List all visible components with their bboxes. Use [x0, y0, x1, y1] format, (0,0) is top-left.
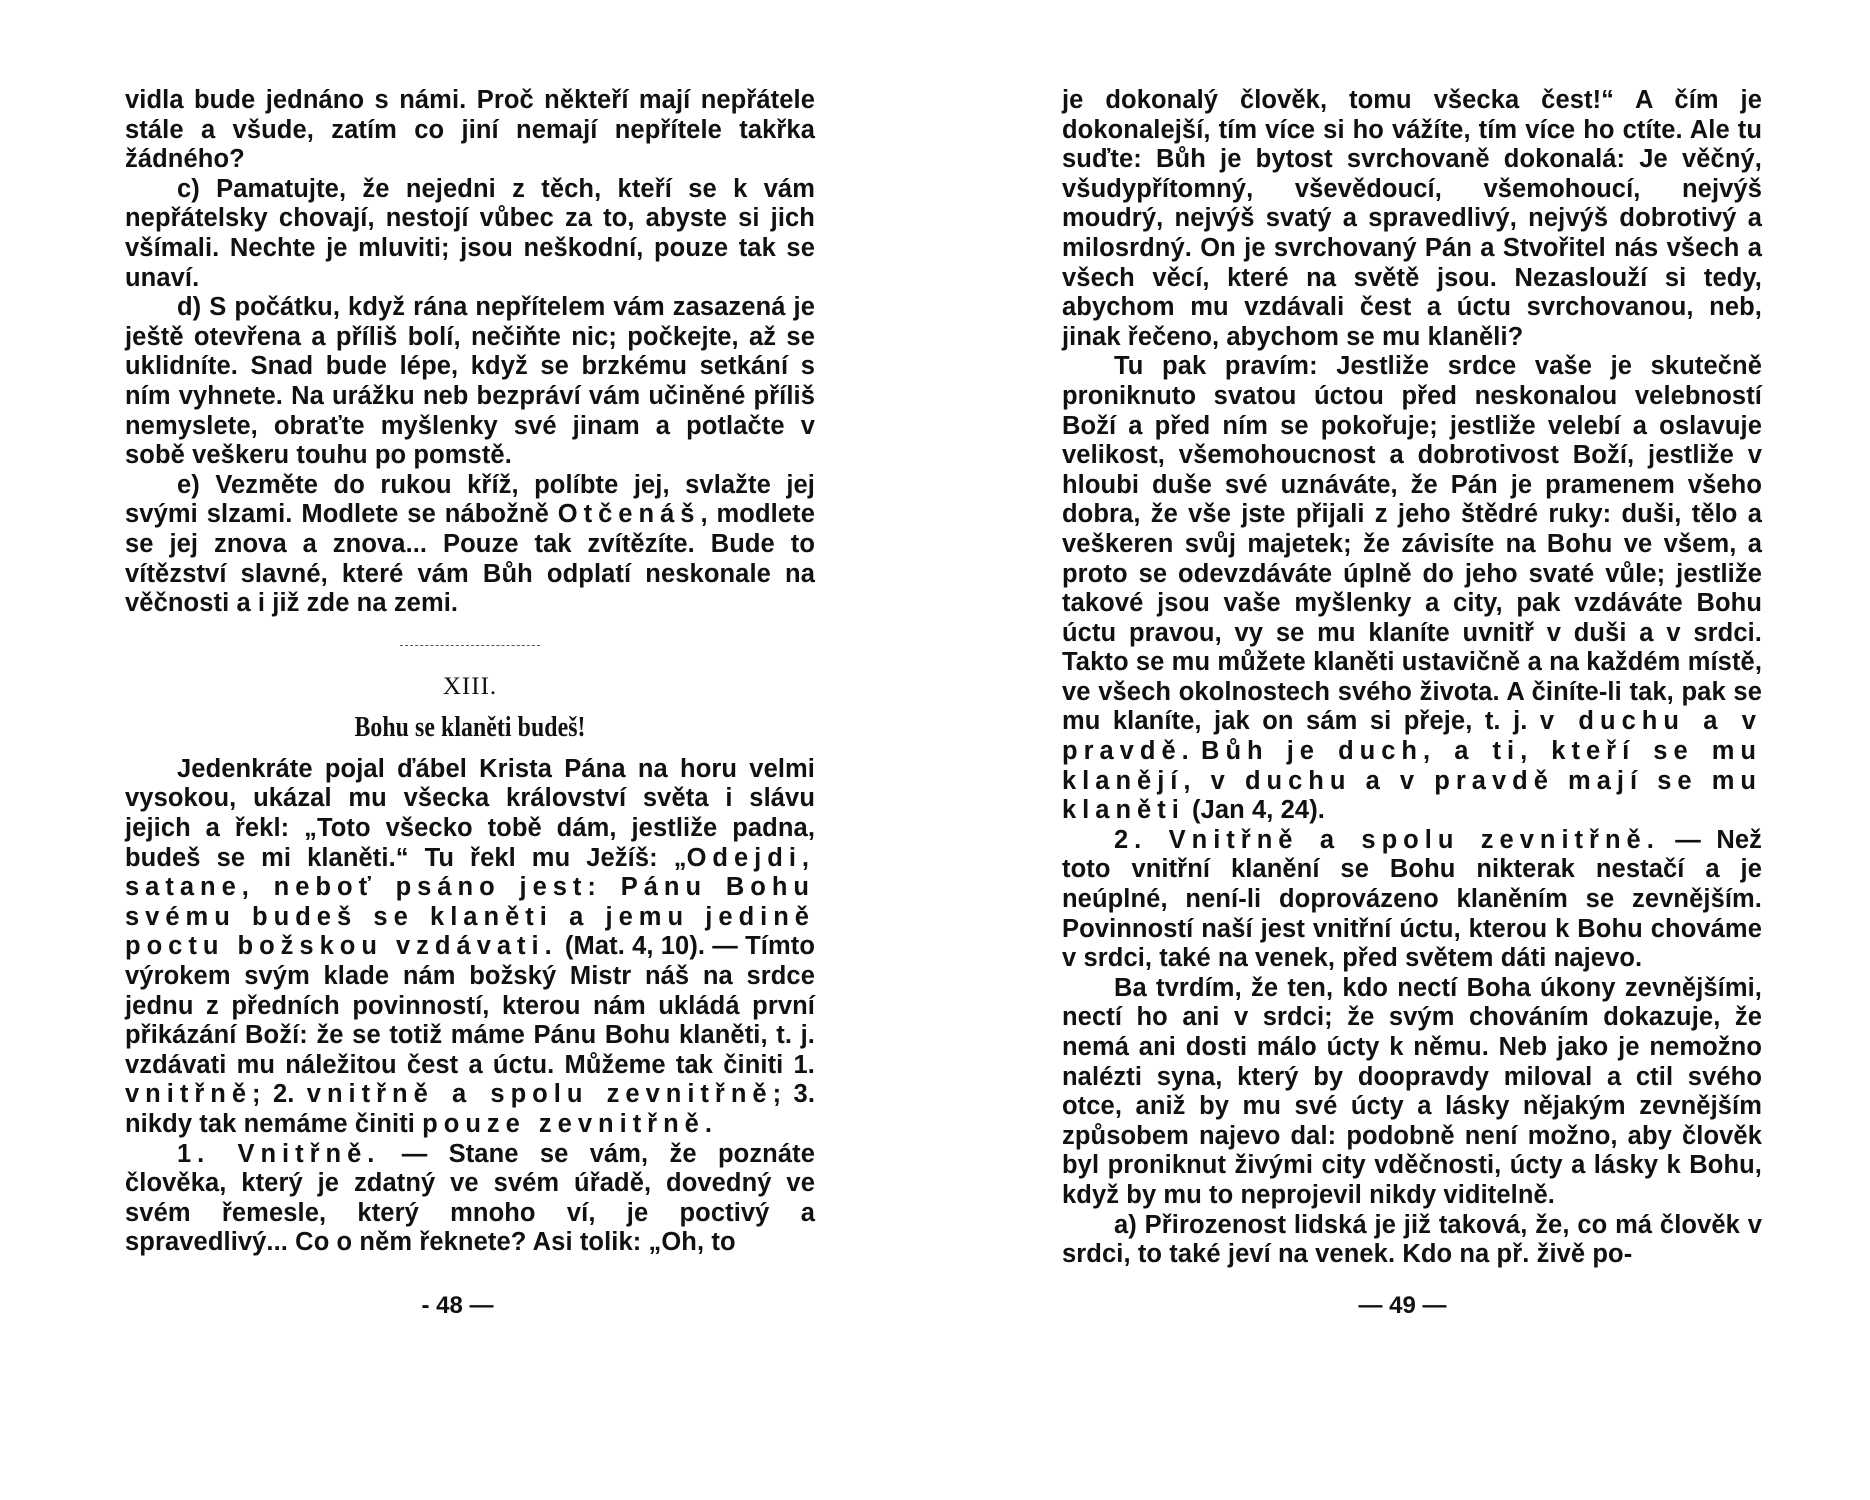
text-run: — Stane se vám, že poznáte člověka, který je zdatný ve svém úřadě, dovedný ve svém řemesle, který mnoho ví, je poctivý a spravedlivý... Co o něm řeknete? Asi tolik: „Oh, to [125, 1139, 816, 1257]
spaced-text: vnitřně a spolu zevnitřně [306, 1080, 773, 1109]
spaced-text: pouze zevnitřně [422, 1110, 705, 1138]
text-run: . [704, 1110, 713, 1138]
spaced-text: Bůh je duch, a ti, kteří se mu klanějí, v duchu a v pravdě mají se mu klaněti [1062, 737, 1762, 825]
left-text-column [125, 86, 815, 1258]
section-label: 1. Vnitřně. [177, 1139, 381, 1168]
text-run: Jedenkráte pojal ďábel Krista Pána na horu velmi vysokou, ukázal mu všecka království světa i slávu jejich a řekl: „Toto všecko tobě dám, jestliže padna, budeš se mi klaněti.“ Tu řekl mu Ježíš: „ [125, 754, 815, 872]
section-label: 2. Vnitřně a spolu zevnitřně. [1114, 825, 1660, 854]
page-number: — 49 — [1358, 1292, 1447, 1319]
section-divider [400, 645, 540, 646]
text-run: e) Vezměte do rukou kříž, políbte jej, svlažte jej svými slzami. Modlete se nábožně [125, 470, 815, 529]
text-run: . [1181, 737, 1202, 766]
text-run: (Jan 4, 24). [1184, 796, 1325, 825]
right-text-column [1062, 86, 1762, 1270]
paragraph [125, 755, 815, 1140]
paragraph: Ba tvrdím, že ten, kdo nectí Boha úkony zevnějšími, nectí ho ani v srdci; že svým chováním dokazuje, že nemá ani dosti málo úcty k němu. Neb jako je nemožno nalézti syna, který by doopravdy miloval a ctil svého otce, aniž by mu své úcty a lásky nějakým zevnějším způsobem najevo dal: podobně není možno, aby člověk byl proniknut živými city vděčnosti, úcty a lásky k Bohu, když by mu to neprojevil nikdy viditelně. [1062, 973, 1762, 1209]
text-run: , modlete se jej znova a znova... Pouze tak zvítězíte. Bude to vítězství slavné, které vám Bůh odplatí neskonale na věčnosti a i již zde na zemi. [125, 500, 815, 618]
page-number: - 48 — [421, 1292, 494, 1319]
spaced-text: v duchu a v pravdě [1062, 707, 1762, 766]
paragraph [1062, 826, 1762, 974]
spaced-text: Otčenáš [557, 500, 701, 529]
text-run: Tu pak pravím: Jestliže srdce vaše je skutečně proniknuto svatou úctou před neskonalou velebností Boží a před ním se pokořuje; jestliže velebí a oslavuje velikost, všemohoucnost a dobrotivost Boží, jestliže v hloubi duše své uznáváte, že Pán je pramenem všeho dobra, že vše jste přijali z jeho štědré ruky: duši, tělo a veškeren svůj majetek; že závisíte na Bohu ve všem, a proto se odevzdáváte úplně do jeho svaté vůle; jestliže takové jsou vaše myšlenky a city, pak vzdáváte Bohu úctu pravou, vy se mu klaníte uvnitř v duši a v srdci. Takto se mu můžete klaněti ustavičně a na každém místě, ve všech okolnostech svého života. A činíte-li tak, pak se mu klaníte, jak on sám si přeje, t. j. [1062, 352, 1762, 736]
paragraph: d) S počátku, když rána nepřítelem vám zasazená je ještě otevřena a příliš bolí, nečiňte nic; počkejte, až se uklidníte. Snad bude lépe, když se brzkému setkání s ním vyhnete. Na urážku neb bezpráví vám učiněné příliš nemyslete, obraťte myšlenky své jinam a potlačte v sobě veškeru touhu po pomstě. [125, 293, 815, 470]
paragraph: a) Přirozenost lidská je již taková, že, co má člověk v srdci, to také jeví na venek. Kdo na př. živě po- [1062, 1210, 1762, 1269]
spaced-text: vnitřně [125, 1080, 253, 1109]
paragraph [125, 1140, 815, 1258]
text-run: ; 3. nikdy tak nemáme činiti [125, 1080, 815, 1138]
paragraph: c) Pamatujte, že nejedni z těch, kteří se k vám nepřátelsky chovají, nestojí vůbec za to, abyste si jich všímali. Nechte je mluviti; jsou neškodní, pouze tak se unaví. [125, 174, 815, 292]
text-run: (Mat. 4, 10). — Tímto výrokem svým klade nám božský Mistr náš na srdce jednu z předních povinností, kterou nám ukládá první přikázání Boží: že se totiž máme Pánu Bohu klaněti, t. j. vzdávati mu náležitou čest a úctu. Můžeme tak činiti 1. [125, 932, 815, 1079]
spaced-text: Odejdi, satane, neboť psáno jest: Pánu Bohu svému budeš se klaněti a jemu jedině poctu božskou vzdávati. [125, 843, 815, 961]
right-page [935, 0, 1870, 1500]
text-run: — Než toto vnitřní klanění se Bohu nikterak nestačí a je neúplné, není-li doprovázeno klaněním se zevnějším. Povinností naší jest vnitřní úctu, kterou k Bohu chováme v srdci, také na venek, před světem dáti najevo. [1062, 825, 1762, 973]
paragraph [125, 471, 815, 619]
paragraph: je dokonalý člověk, tomu všecka čest!“ A čím je dokonalejší, tím více si ho vážíte, tím více ho ctíte. Ale tu suďte: Bůh je bytost svrchovaně dokonalá: Je věčný, všudypřítomný, vševědoucí, všemohoucí, nejvýš moudrý, nejvýš svatý a spravedlivý, nejvýš dobrotivý a milosrdný. On je svrchovaný Pán a Stvořitel nás všech a všech věcí, které na světě jsou. Nezaslouží si tedy, abychom mu vzdávali čest a úctu svrchovanou, neb, jinak řečeno, abychom se mu klaněli? [1062, 86, 1762, 351]
paragraph: vidla bude jednáno s námi. Proč někteří mají nepřátele stále a všude, zatím co jiní nemají nepřítele takřka žádného? [125, 86, 815, 174]
chapter-title: Bohu se klaněti budeš! [354, 711, 586, 744]
paragraph [1062, 352, 1762, 826]
text-run: ; 2. [252, 1080, 307, 1109]
chapter-number: XIII. [442, 672, 498, 700]
